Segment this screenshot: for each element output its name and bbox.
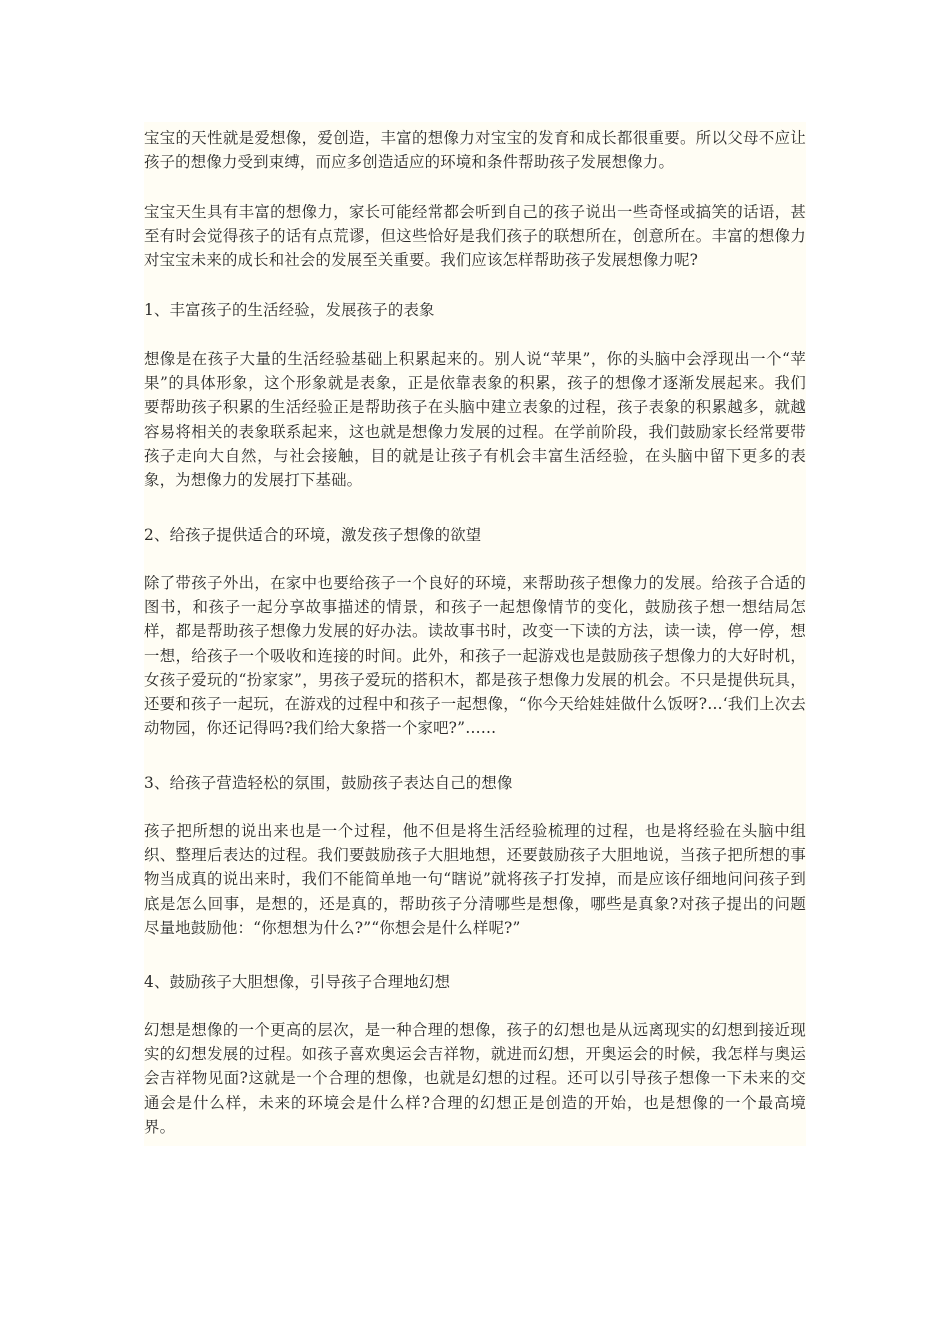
section-1-paragraph: 想像是在孩子大量的生活经验基础上积累起来的。别人说“苹果”，你的头脑中会浮现出一个“苹果”的具体形象，这个形象就是表象，正是依靠表象的积累，孩子的想像才逐渐发展起来。我们要帮助孩子积累的生活经验正是帮助孩子在头脑中建立表象的过程，孩子表象的积累越多，就越容易将相关的表象联系起来，这也就是想像力发展的过程。在学前阶段，我们鼓励家长经常要带孩子走向大自然，与社会接触，目的就是让孩子有机会丰富生活经验，在头脑中留下更多的表象，为想像力的发展打下基础。 [144, 350, 806, 490]
section-heading-4: 4、鼓励孩子大胆想像，引导孩子合理地幻想 [144, 973, 451, 991]
section-heading-1: 1、丰富孩子的生活经验，发展孩子的表象 [144, 301, 435, 319]
section-2-paragraph: 除了带孩子外出，在家中也要给孩子一个良好的环境，来帮助孩子想像力的发展。给孩子合适的图书，和孩子一起分享故事描述的情景，和孩子一起想像情节的变化，鼓励孩子想一想结局怎样，都是帮助孩子想像力发展的好办法。读故事书时，改变一下读的方法，读一读，停一停，想一想，给孩子一个吸收和连接的时间。此外，和孩子一起游戏也是鼓励孩子想像力的大好时机，女孩子爱玩的“扮家家”，男孩子爱玩的搭积木，都是孩子想像力发展的机会。不只是提供玩具，还要和孩子一起玩，在游戏的过程中和孩子一起想像，“你今天给娃娃做什么饭呀?…‘我们上次去动物园，你还记得吗?我们给大象搭一个家吧?”…… [144, 574, 806, 738]
section-heading-2: 2、给孩子提供适合的环境，激发孩子想像的欲望 [144, 526, 482, 544]
background-paragraph: 宝宝天生具有丰富的想像力，家长可能经常都会听到自己的孩子说出一些奇怪或搞笑的话语，甚至有时会觉得孩子的话有点荒谬，但这些恰好是我们孩子的联想所在，创意所在。丰富的想像力对宝宝未来的成长和社会的发展至关重要。我们应该怎样帮助孩子发展想像力呢? [144, 203, 806, 270]
intro-paragraph: 宝宝的天性就是爱想像，爱创造，丰富的想像力对宝宝的发育和成长都很重要。所以父母不应让孩子的想像力受到束缚，而应多创造适应的环境和条件帮助孩子发展想像力。 [144, 129, 806, 172]
section-3-paragraph: 孩子把所想的说出来也是一个过程，他不但是将生活经验梳理的过程，也是将经验在头脑中组织、整理后表达的过程。我们要鼓励孩子大胆地想，还要鼓励孩子大胆地说，当孩子把所想的事物当成真的说出来时，我们不能简单地一句“瞎说”就将孩子打发掉，而是应该仔细地问问孩子到底是怎么回事，是想的，还是真的，帮助孩子分清哪些是想像，哪些是真象?对孩子提出的问题尽量地鼓励他：“你想想为什么?”“你想会是什么样呢?” [144, 822, 806, 937]
section-4-paragraph: 幻想是想像的一个更高的层次，是一种合理的想像，孩子的幻想也是从远离现实的幻想到接近现实的幻想发展的过程。如孩子喜欢奥运会吉祥物，就进而幻想，开奥运会的时候，我怎样与奥运会吉祥物见面?这就是一个合理的想像，也就是幻想的过程。还可以引导孩子想像一下未来的交通会是什么样，未来的环境会是什么样?合理的幻想正是创造的开始，也是想像的一个最高境界。 [144, 1021, 806, 1136]
section-heading-3: 3、给孩子营造轻松的氛围，鼓励孩子表达自己的想像 [144, 774, 513, 792]
article-body [144, 122, 806, 1146]
